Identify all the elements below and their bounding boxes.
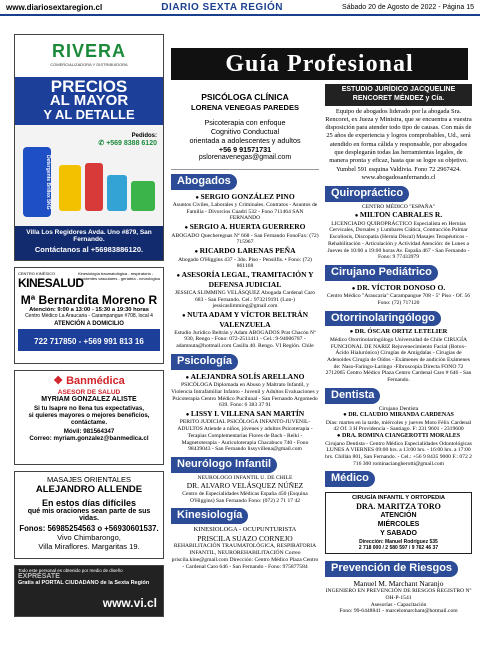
quiro-info: LICENCIADO QUIROPRÁCTICO Especialista en Hernias Cervicales, Dorsales y Lumbares Ciática, Contracción Palmar Escoliosis, Discopatía (Hernia Discal) Masajes Terapéuticos - Rehabilitación - Articulación y Actividad Atención: de Lunes a Jueves de 10:00 a 19:00 horas Av. España 467 - San Fernando - Fono: 9 77433979	[327, 220, 470, 261]
psicologo-item	[171, 372, 319, 409]
psico-email[interactable]: pslorenavenegas@gmail.com	[198, 154, 292, 161]
kinesalud-head	[18, 271, 160, 290]
newspaper-brand: DIARIO SEXTA REGIÓN	[161, 1, 283, 13]
psicologo-info: PSICÓLOGA Diplomada en Abuso y Maltrato Infantil, y Violencia Intrafamiliar Infanto - Juvenil y Adultos Evaluaciones y Psicoterapia Centro Médico Pucilunal - San Fernando Argomedo 639. Fono: 6 383 37 91	[171, 382, 319, 409]
promo-line-3: Y AL DETALLE	[43, 107, 135, 122]
estudio-address: Yumbel 591 esquina Valdivia. Fono 72 2967424.	[336, 165, 461, 173]
kinesalud-name: Mª Bernardita Moreno R	[20, 293, 158, 307]
product-bottle-blue	[107, 175, 127, 211]
banmedica-line-3: contáctame.	[70, 419, 108, 426]
kinesalud-brand: KINESALUD	[18, 276, 84, 290]
section-prevencion: Prevención de Riesgos	[325, 561, 458, 577]
rivera-logo-area	[15, 35, 163, 77]
rivera-footer	[15, 226, 163, 260]
abogado-info: Estudio Jurídico Beltrán y Adam ABOGADOS Prat Chacón Nº 930, Rengo - Fono: 072-2511411 - Cel.: 9-94006787 - adamnuta@hotmail.com Casilla 40. Rengo. VI Región. Chile	[174, 329, 316, 350]
kinesalud-ad	[14, 267, 164, 364]
otorrino-info: Médico Otorrinolaringólogo Universidad de Chile CIRUGÍA FUNCIONAL DE NARIZ Rejuvenecimiento Facial (Botox-Ácido Hialurónico) Cirugías de Amígdalas - Cirugías de Adenoides Cirugía de Oídos - Exámenes de audición Exámenes de: Naso-Faringo-Laringo -Fibroscopía Directa FONO 72 2712065 Centro Médico Plaza Centro Cardenal Caro # 646 - San Fernando.	[325, 336, 472, 384]
medico-box	[325, 492, 472, 554]
prev-name: Manuel M. Marchant Naranjo	[353, 578, 444, 588]
abogado-info: Abogado O'Higgins 437 - 3do. Piso - Pensilfis. • Fono: (72) 861168	[178, 256, 312, 270]
medico-att-2: MIÉRCOLES	[377, 521, 420, 529]
estudio-web[interactable]: www.abogadosanfernando.cl	[361, 173, 436, 181]
abogado-name: ● SERGIO A. HUERTA GUERRERO	[171, 222, 319, 233]
banmedica-mobile[interactable]: Móvil: 981564347	[63, 428, 115, 435]
psico-title: PSICÓLOGA CLÍNICA	[201, 92, 289, 102]
psico-name: LORENA VENEGAS PAREDES	[191, 102, 299, 112]
vi-expresate: EXPRESATE	[18, 573, 60, 580]
site-url[interactable]: www.diariosextaregion.cl	[6, 2, 103, 12]
vi-portal-text: Gratis al PORTAL CIUDADANO de la Sexta Región	[18, 580, 150, 586]
otorrino-name: ● DR. ÓSCAR ORTIZ LETELIER	[325, 328, 472, 337]
psico-phone[interactable]: +56 9 91571731	[218, 145, 272, 154]
kinesalud-logo	[18, 271, 84, 290]
kine-info: REHABILITACIÓN TRAUMATOLÓGICA, RESPIRATORIA INFANTIL, NEUROREHABILITACIÓN Correo priscila.kine@gmail.com Dirección: Centro Médico Plaza Centro - Cardenal Caro 646 - San Fernando - Fono: 975877584	[171, 543, 319, 570]
issue-date: Sábado 20 de Agosto de 2022 - Página 15	[342, 3, 474, 11]
right-column	[325, 84, 472, 615]
abogado-name: ● NUTA ADAM Y VÍCTOR BELTRÁN VALENZUELA	[171, 310, 319, 330]
banmedica-line-2: si quieres mayores o mejores beneficios,	[28, 412, 150, 419]
masajes-line-1: En estos días difíciles	[41, 498, 137, 508]
abogado-name: ● ASESORÍA LEGAL, TRAMITACIÓN Y DEFENSA JUDICIAL	[171, 270, 319, 290]
kinesalud-sub: CENTRO KINÉSICO	[18, 271, 56, 276]
banmedica-logo: ❖ Banmédica	[53, 375, 125, 387]
neuro-name: DR. ALVARO VELÁSQUEZ NÚÑEZ	[186, 481, 304, 491]
psico-desc-1: Psicoterapia con enfoque	[204, 118, 286, 127]
medico-address: Dirección: Manuel Rodríguez 535	[359, 538, 438, 545]
detergent-product-image: Detergente Brillex 5KG	[23, 147, 51, 217]
psicologo-item	[171, 409, 319, 453]
medico-name: DRA. MARITZA TORO	[356, 502, 441, 512]
neuro-title: NEUROLOGO INFANTIL U. DE CHILE	[197, 474, 293, 481]
ciru-info: Centro Médico "Araucaria" Carampangue 708 - 5º Piso - Of. 56 Fono: (72) 717120	[326, 293, 471, 306]
kine-title: KINESIOLOGA - OCUPUNTURISTA	[193, 525, 297, 533]
product-bottle-red	[85, 163, 103, 211]
masajes-address-1: Vivo Chimbarongo,	[57, 533, 121, 542]
abogado-info: JESSICA SLIMMING VELÁSQUEZ Abogada Cardenal Caro 683 - San Fernando. Cel.: 973219191 (Lun-) jessicaslimming@gmail.com	[174, 289, 316, 310]
product-bottle-yellow	[59, 165, 81, 211]
prev-services: Asesorías - Capacitación	[370, 601, 427, 608]
kinesalud-phones-bar	[18, 329, 160, 351]
abogado-item	[171, 310, 319, 350]
left-ads-column	[14, 34, 164, 623]
rivera-orders	[98, 133, 157, 147]
rivera-address: Villa Los Regidores Avda. Uno #879, San Fernando.	[26, 229, 152, 243]
section-abogados: Abogados	[171, 174, 237, 190]
vi-url[interactable]: www.vi.cl	[102, 596, 157, 610]
guide-banner: Guía Profesional	[171, 48, 468, 80]
masajes-name: ALEJANDRO ALLENDE	[35, 484, 143, 495]
estudio-body: Equipo de abogados liderado por la abogada Sra. Rencoret, ex Jueza y Ministra, que se encuentra a vuestra disposición para atender todo tipo de causas. Con más de 25 años de experiencia y logros comprobables, Ud., será atendido en forma cálida y responsable, por abogados que desplegarán todas las herramientas legales, de manera pronta y eficaz, hasta que se logre su objetivo.	[325, 107, 472, 165]
masajes-ad	[14, 471, 164, 559]
banmedica-line-1: Si tu Isapre no llena tus expectativas,	[33, 405, 145, 412]
masajes-title: MASAJES ORIENTALES	[46, 475, 132, 484]
kinesalud-desc: Kinesiología traumatológica - respiratoria - accidentes vasculares - geriatría - neurológica	[78, 271, 160, 282]
abogado-item	[171, 270, 319, 310]
banmedica-email[interactable]: Correo: myriam.gonzalez@banmedica.cl	[29, 435, 149, 442]
rivera-promo	[15, 77, 163, 125]
banmedica-brand: Banmédica	[66, 375, 125, 387]
section-kinesiologia: Kinesiología	[171, 508, 248, 524]
psicologo-name: ● LISSY I. VILLENA SAN MARTÍN	[171, 409, 319, 420]
dent-title: Cirujano Dentista	[378, 405, 419, 412]
section-cirujano: Cirujano Pediátrico	[325, 265, 438, 281]
rivera-logo: RIVERA	[51, 41, 126, 61]
kinesalud-address: Centro Médico La Araucaria - Carampangue #708, local 4	[25, 313, 153, 319]
ciru-name: ● DR. VÍCTOR DONOSO O.	[325, 283, 472, 294]
estudio-title: ESTUDIO JURÍDICO JACQUELINE RENCORET MÉNDEZ y Cía.	[325, 84, 472, 106]
prev-contact[interactable]: Fono: 99-6448841 - marcelomarchant@hotmail.com	[339, 608, 458, 615]
dent-info-2: Cirujano Dentista - Centro Médico Especialidades Odontológicas LUNES A VIERNES 09:00 hrs. a 13:00 hrs. - 16:00 hrs. a 17:00 hrs. Chillán 801, San Fernando. - Cel.: +56 9 8435 9000 F.: 072 2 716 300 rominaciangherotti@gmail.com	[325, 440, 472, 467]
medico-att-3: Y SABADO	[380, 529, 417, 537]
product-bottle-green	[131, 181, 155, 211]
section-dentista: Dentista	[325, 388, 380, 404]
page-header	[0, 0, 480, 16]
rivera-tagline: COMERCIALIZADORA Y DISTRIBUIDORA	[50, 62, 128, 67]
vi-portal-ad	[14, 565, 164, 617]
banmedica-role: ASESOR DE SALUD	[57, 389, 121, 396]
abogado-item	[171, 246, 319, 270]
middle-column	[171, 84, 319, 570]
dent-name-2: ● DRA. ROMINA CIANGEROTTI MORALES	[325, 433, 472, 441]
abogado-info: ABOGADO Quechereguas Nº 668 - San Fernando FonoFax: (72) 715967	[171, 232, 319, 246]
psicologo-info: PERITO JUDICIAL PSICÓLOGA INFANTO-JUVENIL-ADULTOS Atiende a niños, jóvenes y adultos Psicoterapia - Terapias Complementarias Flores de Bach - Reiki - Magnetoterapia - Auriculoterapia Chacabuco 740 - Fono 98439043 - San Fernando lissyvillena@gmail.com	[177, 419, 313, 453]
promo-line-1: PRECIOS	[50, 77, 128, 96]
dent-name-1: ● DR. CLAUDIO MIRANDA CARDENAS	[325, 412, 472, 420]
abogado-item	[171, 222, 319, 246]
psico-ad	[171, 84, 319, 170]
kinesalud-home-care: ATENCIÓN A DOMICILIO	[54, 321, 124, 327]
medico-phones[interactable]: 2 718 000 / 2 580 597 / 9 762 46 37	[358, 544, 439, 551]
neuro-info: Centro de Especialidades Médicas España 450 (Esquina O'Higgins) San Fernando Fono: (072) 2 71 17 42	[182, 490, 308, 504]
medico-att-1: ATENCIÓN	[380, 512, 417, 520]
masajes-line-2: qué mis oraciones sean parte de sus vidas.	[27, 508, 151, 522]
dent-info-1: Días: martes en la tarde, miércoles y jueves Moto Félix Cardenal 42 Of. 3 H Providencia - Santiago. F: 231 9601 - 2319600	[325, 419, 472, 433]
kinesalud-hours: Atención: 9:00 a 13:00 - 15:30 a 19:30 horas	[29, 307, 149, 313]
psico-desc-2: Cognitivo Conductual	[210, 127, 280, 136]
masajes-address-2: Villa Miraflores. Margaritas 19.	[38, 542, 140, 551]
quiro-center: CENTRO MÉDICO "ESPAÑA"	[361, 203, 436, 210]
prev-title: INGENIERO EN PREVENCIÓN DE RIESGOS REGISTRO Nº OH-P-1541	[325, 588, 472, 602]
vi-tag: Todo este personal es obtenido por medio de diseño	[18, 568, 123, 573]
kinesalud-phones[interactable]: 722 717850 - +569 991 813 16	[34, 337, 144, 346]
abogado-name: ● RICARDO LARENAS PEÑA	[171, 246, 319, 257]
abogado-item	[171, 192, 319, 223]
orders-label: Pedidos:	[131, 133, 157, 139]
banmedica-ad	[14, 370, 164, 465]
abogado-name: ● SERGIO GONZÁLEZ PINO	[171, 192, 319, 203]
section-medico: Médico	[325, 471, 375, 487]
quiro-name: ● MILTON CABRALES R.	[325, 210, 472, 221]
psicologo-name: ● ALEJANDRA SOLÍS ARELLANO	[171, 372, 319, 383]
masajes-phones[interactable]: Fonos: 56985254563 o +56930601537.	[19, 524, 159, 533]
rivera-contact: Contáctanos al +56983886120.	[34, 245, 144, 254]
promo-line-2: AL MAYOR	[49, 92, 129, 109]
kine-name: PRISCILA SUAZO CORNEJO	[197, 534, 293, 544]
section-otorrino: Otorrinolaringólogo	[325, 311, 441, 327]
medico-title: CIRUGÍA INFANTIL Y ORTOPEDIA	[351, 495, 446, 502]
whatsapp-icon: ✆ +569 8388 6120	[98, 140, 157, 147]
section-quiropractico: Quiropráctico	[325, 186, 409, 202]
rivera-phone[interactable]: +569 8388 6120	[106, 140, 157, 147]
section-neurologo: Neurólogo Infantil	[171, 457, 277, 473]
banmedica-name: MYRIAM GONZALEZ ALISTE	[41, 396, 137, 403]
section-psicologia: Psicología	[171, 354, 238, 370]
abogado-info: Asuntos Civiles, Laborales y Criminales. Contratos - Asuntos de Familia - Divorcios Cuadri 532 - Fono 711464 SAN FERNANDO	[172, 202, 318, 222]
rivera-ad	[14, 34, 164, 261]
psico-desc-3: orientada a adolescentes y adultos	[189, 136, 301, 145]
